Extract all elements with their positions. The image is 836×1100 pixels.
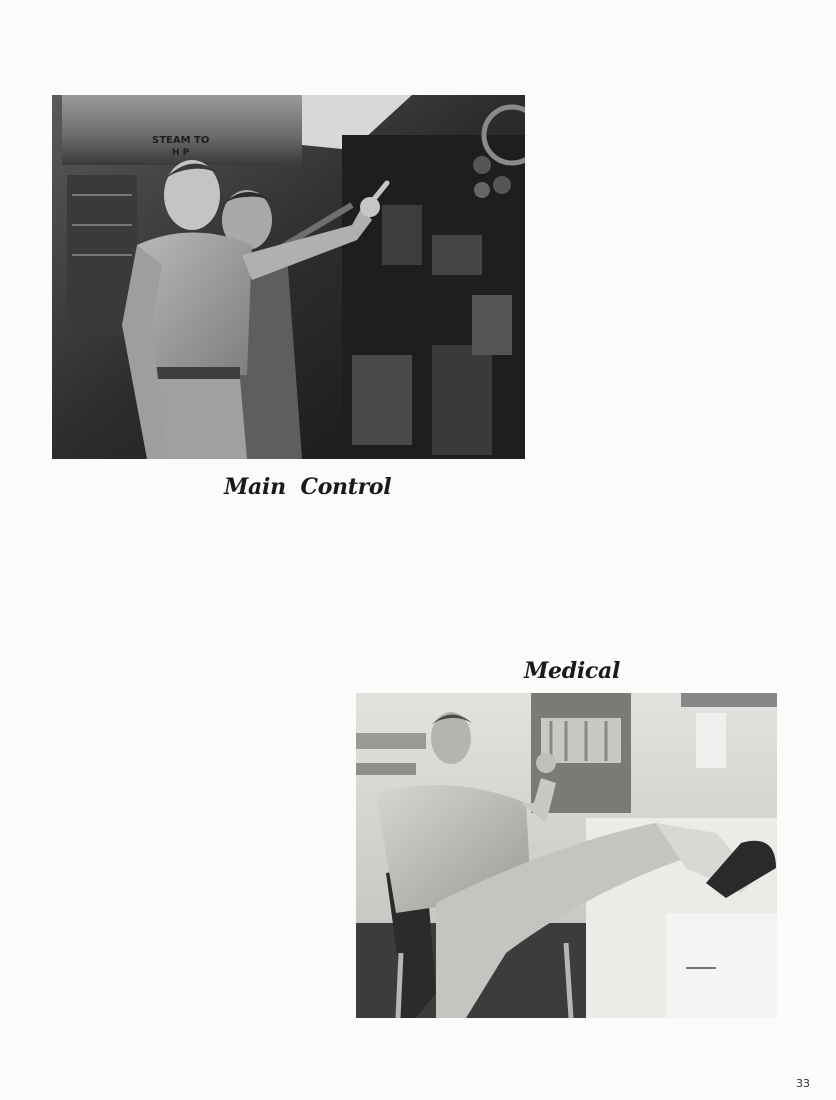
caption-medical: Medical bbox=[524, 658, 620, 684]
page-number: 33 bbox=[796, 1077, 810, 1090]
medical-photo bbox=[356, 693, 777, 1018]
sign-hp: H P bbox=[172, 148, 190, 158]
sign-steam-to: STEAM TO bbox=[152, 135, 210, 146]
medical-photo-image bbox=[356, 693, 777, 1018]
main-control-photo bbox=[52, 95, 525, 459]
main-control-photo-image bbox=[52, 95, 525, 459]
caption-main-control: Main Control bbox=[224, 474, 392, 500]
